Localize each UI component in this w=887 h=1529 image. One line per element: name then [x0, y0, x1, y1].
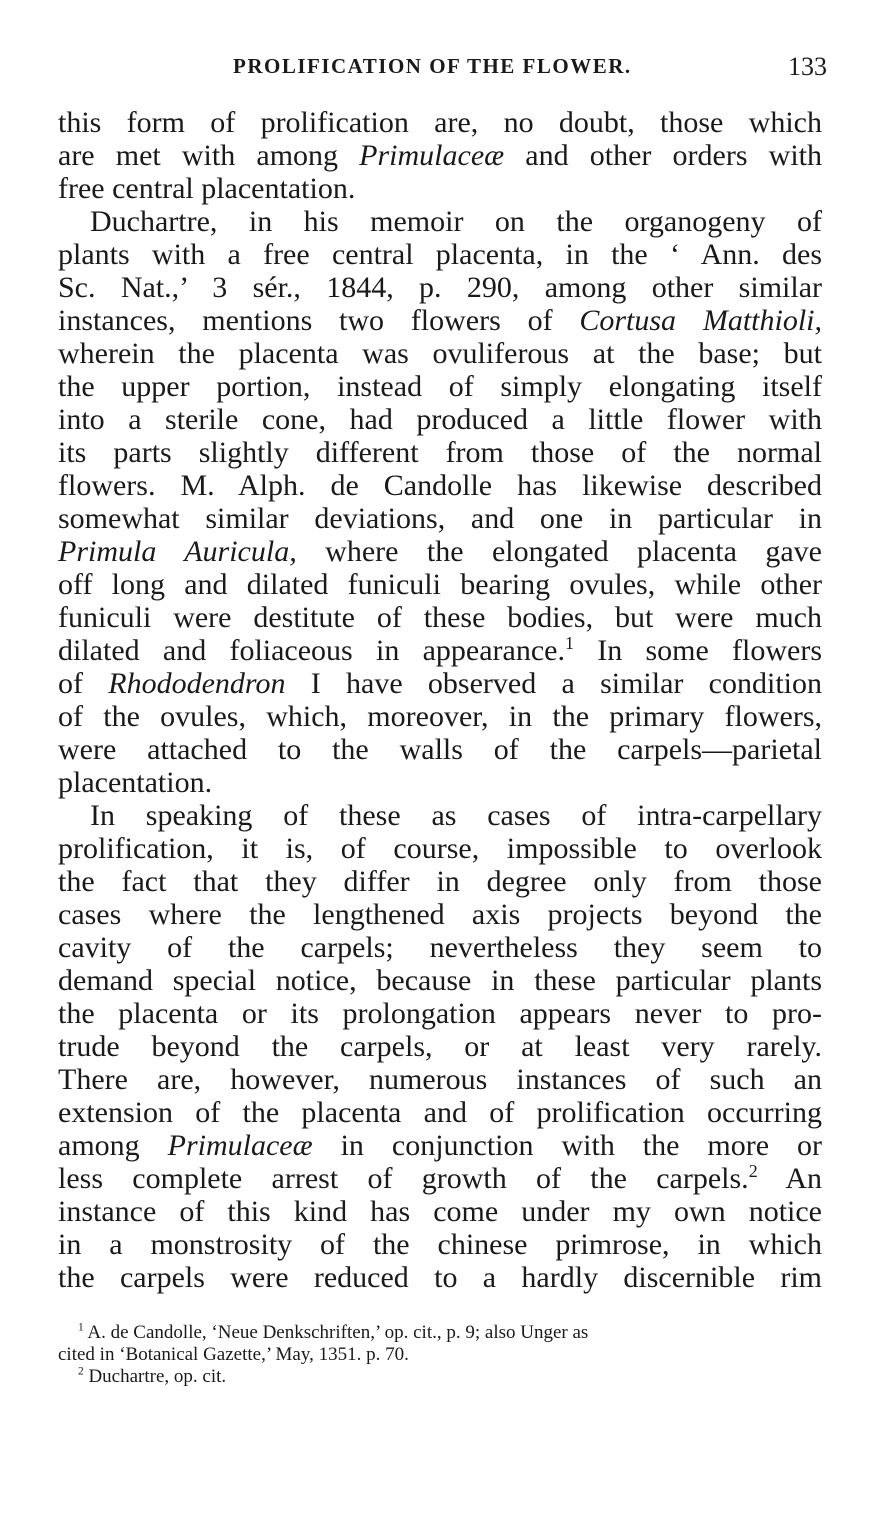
text-line: funiculi were destitute of these bodies, but were much — [58, 601, 822, 634]
page-number: 133 — [788, 52, 827, 81]
text-line: of the ovules, which, moreover, in the primary flowers, — [58, 700, 822, 733]
italic-taxon: Rhododendron — [108, 667, 286, 700]
text-line: cases where the lengthened axis projects beyond the — [58, 898, 822, 931]
italic-taxon: Primulaceæ — [167, 1129, 313, 1162]
text-line: the fact that they differ in degree only from those — [58, 865, 822, 898]
footnote-1-continued: cited in ‘Botanical Gazette,’ May, 1351. p. 70. — [58, 1344, 409, 1365]
footnote-text: Duchartre, op. cit. — [88, 1366, 227, 1387]
running-title: PROLIFICATION OF THE FLOWER. — [233, 54, 632, 78]
text-line: in a monstrosity of the chinese primrose, in which — [58, 1228, 822, 1261]
text-line: are met with among Primulaceæ and other orders with — [58, 139, 822, 172]
text-line: trude beyond the carpels, or at least very rarely. — [58, 1030, 822, 1063]
footnote-text: A. de Candolle, ‘Neue Denkschriften,’ op. cit., p. 9; also Unger as — [87, 1322, 589, 1343]
footnote-marker: 1 — [78, 1321, 84, 1334]
italic-taxon: Primulaceæ — [359, 139, 505, 172]
text-line: free central placentation. — [58, 172, 356, 205]
text-line: plants with a free central placenta, in the ‘ Ann. des — [58, 238, 822, 271]
text-line: cavity of the carpels; nevertheless they seem to — [58, 931, 822, 964]
line-segment: less complete arrest of growth of the carpels. — [58, 1162, 749, 1195]
text-line: extension of the placenta and of prolification occurring — [58, 1096, 822, 1129]
footnote-marker: 2 — [78, 1365, 84, 1378]
running-head — [58, 52, 827, 86]
text-line: flowers. M. Alph. de Candolle has likewise described — [58, 469, 822, 502]
text-line: instance of this kind has come under my own notice — [58, 1195, 822, 1228]
text-line: prolification, it is, of course, impossible to overlook — [58, 832, 822, 865]
text-line: off long and dilated funiculi bearing ovules, while other — [58, 568, 822, 601]
text-line: this form of prolification are, no doubt, those which — [58, 106, 822, 139]
text-line: its parts slightly different from those of the normal — [58, 436, 822, 469]
text-line: were attached to the walls of the carpels—parietal — [58, 733, 822, 766]
footnotes — [58, 1322, 822, 1388]
footnote-2 — [58, 1366, 822, 1388]
text-line: placentation. — [58, 766, 213, 799]
footnote-ref: 2 — [748, 1161, 758, 1181]
text-line: Primula Auricula, where the elongated placenta gave — [58, 535, 822, 568]
text-line: into a sterile cone, had produced a little flower with — [58, 403, 822, 436]
footnote-1 — [58, 1322, 822, 1344]
footnote-ref: 1 — [564, 633, 574, 653]
line-segment: An — [785, 1162, 822, 1195]
text-line: demand special notice, because in these particular plants — [58, 964, 822, 997]
body-text — [58, 106, 822, 1294]
text-line: the carpels were reduced to a hardly discernible rim — [58, 1261, 822, 1294]
line-segment: dilated and foliaceous in appearance. — [58, 634, 565, 667]
text-line — [58, 634, 822, 667]
text-line: There are, however, numerous instances of such an — [58, 1063, 822, 1096]
line-segment: In some flowers — [597, 634, 822, 667]
text-line: among Primulaceæ in conjunction with the more or — [58, 1129, 822, 1162]
text-line — [58, 1162, 822, 1195]
text-line: the placenta or its prolongation appears never to pro- — [58, 997, 822, 1030]
text-line: of Rhododendron I have observed a similar condition — [58, 667, 822, 700]
text-line: instances, mentions two flowers of Cortusa Matthioli, — [58, 304, 823, 337]
text-line: Sc. Nat.,’ 3 sér., 1844, p. 290, among other similar — [58, 271, 822, 304]
italic-taxon: Cortusa Matthioli, — [579, 304, 823, 337]
text-line: In speaking of these as cases of intra-carpellary — [90, 799, 822, 832]
text-line: Duchartre, in his memoir on the organogeny of — [90, 205, 822, 238]
text-line: the upper portion, instead of simply elongating itself — [58, 370, 822, 403]
text-line: somewhat similar deviations, and one in particular in — [58, 502, 822, 535]
italic-taxon: Primula Auricula, — [58, 535, 297, 568]
text-line: wherein the placenta was ovuliferous at the base; but — [58, 337, 822, 370]
